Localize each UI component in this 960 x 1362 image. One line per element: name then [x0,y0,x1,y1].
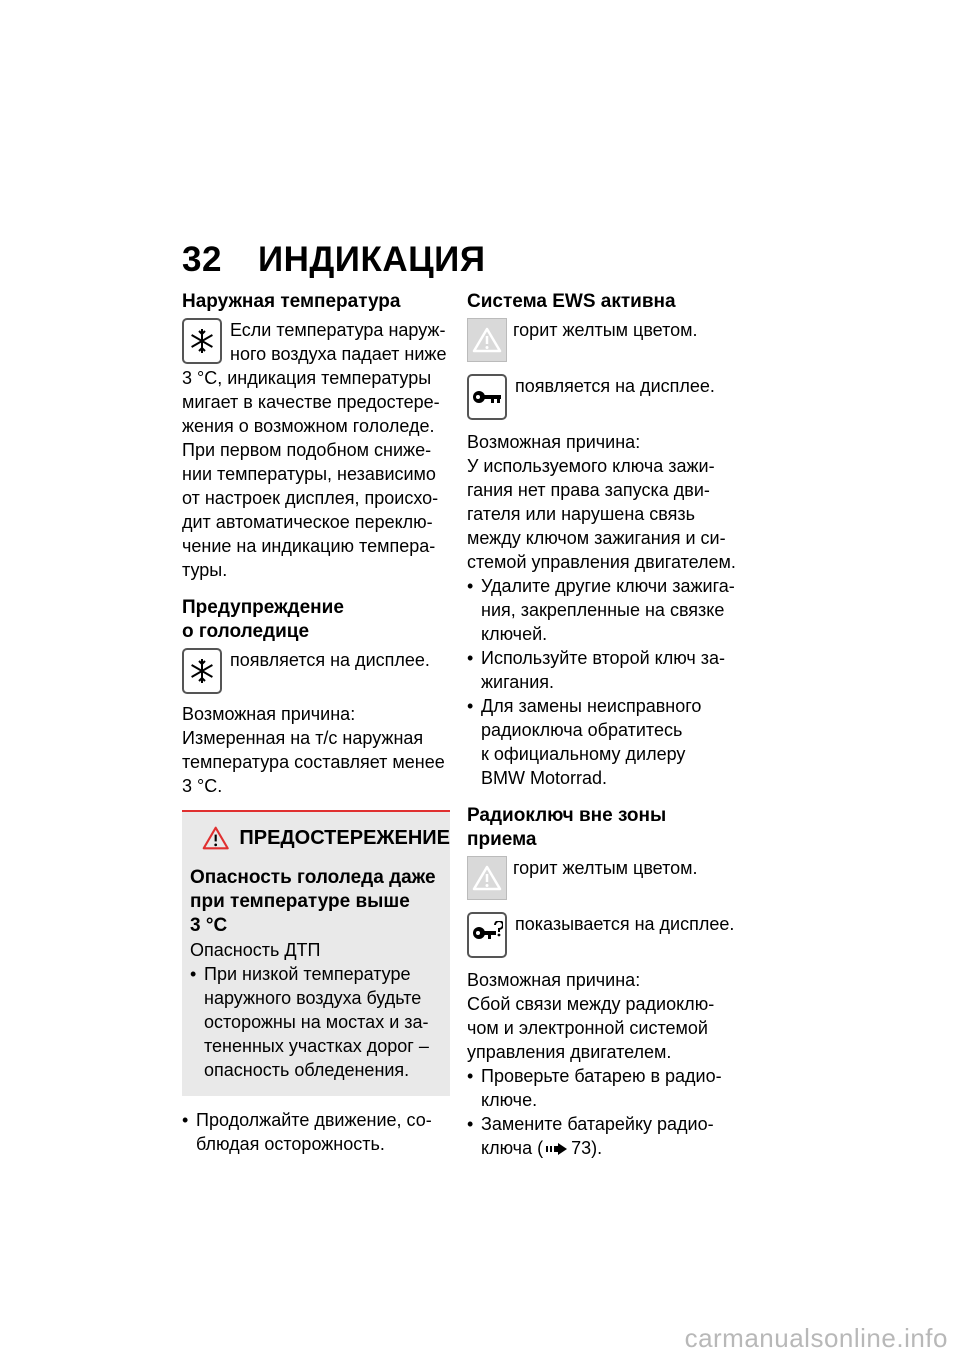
title-line: приема [467,829,537,850]
ews-bullet-2 [467,646,747,694]
warning-triangle-icon [202,824,229,852]
ice-warning-display-text: появляется на дисплее. [230,650,430,670]
radio-key-display [467,912,747,958]
title-line: о гололедице [182,621,310,642]
text-line: опасность обледенения. [204,1060,410,1080]
text-line: BMW Motorrad. [481,768,608,788]
text-line: нии температуры, независимо [182,464,436,484]
text-line: тененных участках дорог – [204,1036,429,1056]
text-line: управления двигателем. [467,1042,672,1062]
radio-key-bullet-1 [467,1064,747,1112]
continue-bullet [182,1108,450,1156]
page-title: ИНДИКАЦИЯ [257,240,486,279]
cause-label: Возможная причина: [467,970,641,990]
ice-warning-cause [182,726,450,798]
ews-display [467,374,747,420]
bullet-dot: • [467,648,474,668]
text-line: чом и электронной системой [467,1018,708,1038]
ews-bullet-1 [467,574,747,646]
section-title-outside-temp: Наружная температура [182,291,401,312]
section-title-ews: Система EWS активна [467,291,676,312]
radio-key-bullet-2 [467,1112,747,1160]
text-line: Замените батарейку радио- [481,1114,714,1134]
text-line: Удалите другие ключи зажига- [481,576,735,596]
text-line: Измеренная на т/с наружная [182,728,424,748]
bullet-dot: • [467,576,474,596]
title-line: при температуре выше [190,891,410,912]
ews-lamp [467,318,747,362]
title-line: Предупреждение [182,597,344,618]
ews-lamp-text: горит желтым цветом. [513,320,698,340]
text-line: ключе. [481,1090,538,1110]
radio-key-lamp-text: горит желтым цветом. [513,858,698,878]
text-line: Проверьте батарею в радио- [481,1066,722,1086]
text-line: туры. [182,560,228,580]
text-line: мигает в качестве предостере- [182,392,440,412]
text-line: от настроек дисплея, происхо- [182,488,439,508]
radio-key-cause [467,992,747,1064]
text-line: дит автоматическое переклю- [182,512,433,532]
page-reference-arrow-icon [546,1143,568,1155]
bullet-dot: • [467,1066,474,1086]
text-line: гания нет права запуска дви- [467,480,710,500]
text-line: жения о возможном гололеде. [182,416,435,436]
text-line: блюдая осторожность. [196,1134,385,1154]
bullet-dot: • [190,964,197,984]
section-title-radio-key [467,804,747,852]
right-column [467,290,747,1160]
key-question-icon [467,912,507,958]
text-line: Сбой связи между радиоклю- [467,994,715,1014]
text-line: ключей. [481,624,548,644]
text-line: между ключом зажигания и си- [467,528,726,548]
outside-temp-intro [182,318,450,366]
radio-key-lamp [467,856,747,900]
warning-title [190,866,444,938]
title-line: Радиоключ вне зоны [467,805,667,826]
bullet-dot: • [182,1110,189,1130]
text-line: осторожны на мостах и за- [204,1012,429,1032]
page-number: 32 [182,240,222,279]
warning-box [182,810,450,1096]
text-line: ния, закрепленные на связке [481,600,725,620]
outside-temp-body [182,366,450,582]
cause-label: Возможная причина: [182,704,356,724]
bullet-dot: • [467,696,474,716]
text-line: 3 °С, индикация температуры [182,368,432,388]
section-title-ice-warning [182,596,450,644]
text-line: При первом подобном сниже- [182,440,432,460]
warning-header [202,824,450,852]
radio-key-display-text: показывается на дисплее. [515,914,735,934]
ews-display-text: появляется на дисплее. [515,376,715,396]
text-line: Используйте второй ключ за- [481,648,725,668]
text-line: Для замены неисправного [481,696,702,716]
warning-lamp-icon [467,856,507,900]
snowflake-icon [182,318,222,364]
bullet-dot: • [467,1114,474,1134]
warning-label: ПРЕДОСТЕРЕЖЕНИЕ [239,826,450,849]
page-reference[interactable]: 73). [571,1138,603,1158]
text-line: 3 °С. [182,776,223,796]
text-line: наружного воздуха будьте [204,988,422,1008]
watermark: carmanualsonline.info [684,1323,948,1353]
text-line: У используемого ключа зажи- [467,456,715,476]
title-line: 3 °С [190,915,228,936]
warning-bullet [190,962,444,1082]
key-icon [467,374,507,420]
warning-lamp-icon [467,318,507,362]
page-header [182,240,485,280]
text-fragment: ключа ( [481,1138,544,1158]
ews-cause [467,454,747,574]
ice-warning-display [182,648,450,694]
text-line [481,1136,714,1160]
text-line: жигания. [481,672,555,692]
text-line: ного воздуха падает ниже [230,344,447,364]
text-line: При низкой температуре [204,964,411,984]
snowflake-icon [182,648,222,694]
text-line: гателя или нарушена связь [467,504,696,524]
text-line: радиоключа обратитесь [481,720,683,740]
text-line: к официальному дилеру [481,744,686,764]
left-column [182,290,450,1156]
text-line: чение на индикацию темпера- [182,536,436,556]
text-line: температура составляет менее [182,752,445,772]
text-line: Если температура наруж- [230,320,446,340]
text-line: стемой управления двигателем. [467,552,736,572]
ews-bullet-3 [467,694,747,790]
cause-label: Возможная причина: [467,432,641,452]
title-line: Опасность гололеда даже [190,867,436,888]
warning-subtitle: Опасность ДТП [190,940,321,960]
text-line: Продолжайте движение, со- [196,1110,432,1130]
